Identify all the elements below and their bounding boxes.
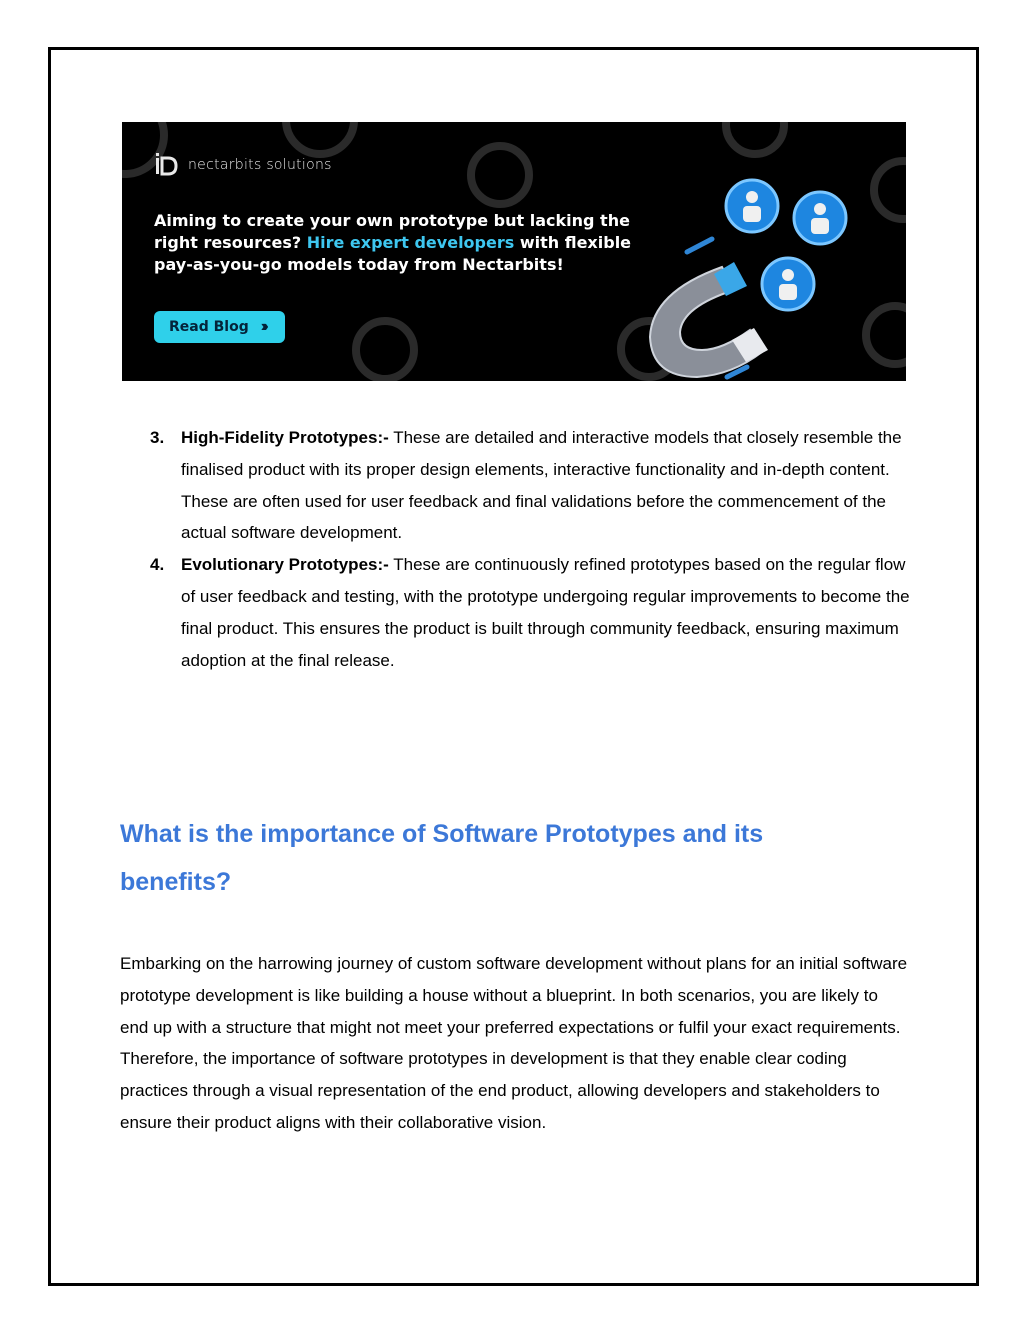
list-text: These are continuously refined prototypes based on the regular flow of user feedback and testing, with the prototype undergoing regular improvements to become the final product. This ensures the product is built through community feedback, ensuring maximum adoption at the final release. xyxy=(181,555,910,670)
decorative-ring xyxy=(352,317,418,381)
body-paragraph: Embarking on the harrowing journey of custom software development without plans for an initial software prototype development is like building a house without a blueprint. In both scenarios, you are likely to end up with a structure that might not meet your preferred expectations or fulfil your exact requirements. Therefore, the importance of software prototypes in development is that they enable clear coding practices through a visual representation of the end product, allowing developers and stakeholders to ensure their product aligns with their collaborative vision. xyxy=(120,954,908,1132)
user-badge-icon xyxy=(794,192,846,244)
headline-text: Aiming to create your own prototype but lacking the right resources? xyxy=(154,211,630,252)
list-term: High-Fidelity Prototypes:- xyxy=(181,428,389,447)
double-chevron-right-icon: ››› xyxy=(260,318,265,335)
user-badge-icon xyxy=(762,258,814,310)
nectarbits-logo-icon xyxy=(154,152,180,178)
read-blog-button[interactable] xyxy=(154,311,285,343)
list-text: These are detailed and interactive models that closely resemble the finalised product with its proper design elements, interactive functionality and in-depth content. These are often used for user feedback and final validations before the commencement of the actual software development. xyxy=(181,428,902,543)
list-item xyxy=(150,549,910,676)
list-number: 3. xyxy=(150,428,165,447)
list-number: 4. xyxy=(150,555,165,575)
user-badge-icon xyxy=(726,180,778,232)
list-term: Evolutionary Prototypes:- xyxy=(181,555,389,575)
section-heading: What is the importance of Software Prototypes and its benefits? xyxy=(120,820,764,896)
list-item xyxy=(150,422,910,549)
decorative-ring xyxy=(722,122,788,158)
company-logo xyxy=(154,152,332,178)
headline-highlight: Hire expert developers xyxy=(306,233,515,252)
magnet-illustration xyxy=(622,162,906,381)
promo-banner[interactable] xyxy=(122,122,906,381)
logo-text: nectarbits solutions xyxy=(188,157,332,173)
decorative-ring xyxy=(467,142,533,208)
headline-text-end: with flexible pay-as-you-go models today from Nectarbits! xyxy=(154,233,632,274)
banner-headline xyxy=(154,210,634,276)
read-blog-label: Read Blog xyxy=(169,319,249,335)
prototype-types-list xyxy=(150,422,910,676)
